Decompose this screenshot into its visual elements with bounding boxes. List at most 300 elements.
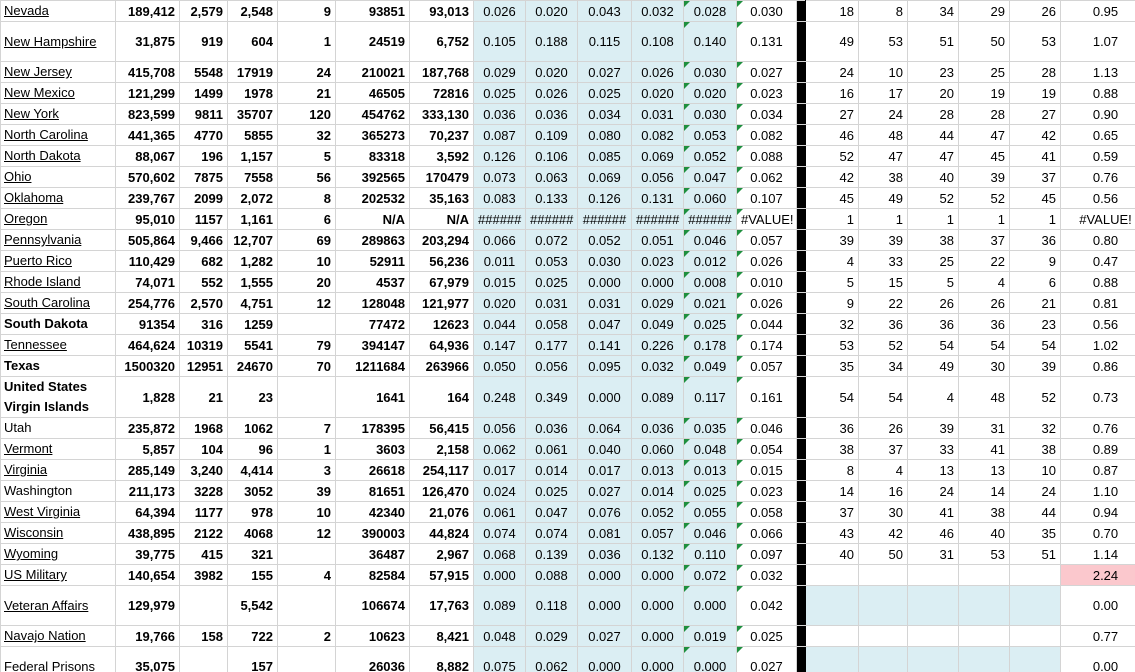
count-cell[interactable]: 93851 xyxy=(336,1,410,22)
rate-cell[interactable]: 0.000 xyxy=(684,647,737,672)
rank-cell[interactable]: 23 xyxy=(908,62,959,83)
average-rate-cell[interactable]: 0.097 xyxy=(737,544,797,565)
rank-cell[interactable]: 46 xyxy=(806,125,859,146)
ratio-cell[interactable]: 0.89 xyxy=(1061,439,1135,460)
rate-cell[interactable]: 0.029 xyxy=(632,293,684,314)
count-cell[interactable]: 44,824 xyxy=(410,523,474,544)
rate-cell[interactable]: 0.021 xyxy=(684,293,737,314)
count-cell[interactable]: 392565 xyxy=(336,167,410,188)
rate-cell[interactable]: 0.061 xyxy=(474,502,526,523)
count-cell[interactable]: 26618 xyxy=(336,460,410,481)
rate-cell[interactable]: 0.027 xyxy=(578,62,632,83)
rank-cell[interactable]: 5 xyxy=(908,272,959,293)
rank-cell[interactable]: 26 xyxy=(908,293,959,314)
rank-cell[interactable]: 52 xyxy=(959,188,1010,209)
count-cell[interactable]: 57,915 xyxy=(410,565,474,586)
rate-cell[interactable]: ###### xyxy=(684,209,737,230)
rate-cell[interactable]: 0.013 xyxy=(632,460,684,481)
rate-cell[interactable]: 0.026 xyxy=(526,83,578,104)
rate-cell[interactable]: 0.072 xyxy=(684,565,737,586)
rank-cell[interactable]: 19 xyxy=(959,83,1010,104)
count-cell[interactable]: 39 xyxy=(278,481,336,502)
count-cell[interactable]: 8,421 xyxy=(410,626,474,647)
count-cell[interactable]: 333,130 xyxy=(410,104,474,125)
count-cell[interactable]: 88,067 xyxy=(116,146,180,167)
count-cell[interactable]: N/A xyxy=(410,209,474,230)
ratio-cell[interactable]: 0.76 xyxy=(1061,167,1135,188)
count-cell[interactable]: 505,864 xyxy=(116,230,180,251)
rate-cell[interactable]: 0.062 xyxy=(526,647,578,672)
rate-cell[interactable]: 0.036 xyxy=(526,418,578,439)
count-cell[interactable]: 36487 xyxy=(336,544,410,565)
rate-cell[interactable]: 0.046 xyxy=(684,523,737,544)
count-cell[interactable]: 42340 xyxy=(336,502,410,523)
average-rate-cell[interactable]: 0.044 xyxy=(737,314,797,335)
ratio-cell[interactable]: 2.24 xyxy=(1061,565,1135,586)
rate-cell[interactable]: 0.089 xyxy=(474,586,526,626)
count-cell[interactable]: 604 xyxy=(228,22,278,62)
rate-cell[interactable]: 0.126 xyxy=(578,188,632,209)
rate-cell[interactable]: 0.055 xyxy=(684,502,737,523)
state-name-cell[interactable]: Ohio xyxy=(1,167,116,188)
count-cell[interactable]: 210021 xyxy=(336,62,410,83)
count-cell[interactable]: 4,414 xyxy=(228,460,278,481)
rate-cell[interactable]: 0.133 xyxy=(526,188,578,209)
count-cell[interactable]: 81651 xyxy=(336,481,410,502)
state-name-cell[interactable]: South Dakota xyxy=(1,314,116,335)
count-cell[interactable]: 7558 xyxy=(228,167,278,188)
rate-cell[interactable]: 0.025 xyxy=(684,314,737,335)
count-cell[interactable]: 8,882 xyxy=(410,647,474,672)
rank-cell[interactable]: 54 xyxy=(1010,335,1061,356)
average-rate-cell[interactable]: 0.010 xyxy=(737,272,797,293)
rate-cell[interactable]: 0.025 xyxy=(474,83,526,104)
average-rate-cell[interactable]: 0.088 xyxy=(737,146,797,167)
count-cell[interactable]: 4068 xyxy=(228,523,278,544)
rate-cell[interactable]: 0.047 xyxy=(578,314,632,335)
average-rate-cell[interactable]: 0.015 xyxy=(737,460,797,481)
count-cell[interactable]: 211,173 xyxy=(116,481,180,502)
count-cell[interactable]: 321 xyxy=(228,544,278,565)
rate-cell[interactable]: 0.000 xyxy=(632,272,684,293)
rank-cell[interactable]: 31 xyxy=(959,418,1010,439)
count-cell[interactable]: 978 xyxy=(228,502,278,523)
count-cell[interactable]: 35,075 xyxy=(116,647,180,672)
state-name-cell[interactable]: North Dakota xyxy=(1,146,116,167)
state-name-cell[interactable]: New Hampshire xyxy=(1,22,116,62)
rate-cell[interactable]: 0.058 xyxy=(526,314,578,335)
rate-cell[interactable]: 0.132 xyxy=(632,544,684,565)
ratio-cell[interactable]: 0.76 xyxy=(1061,418,1135,439)
count-cell[interactable]: 35707 xyxy=(228,104,278,125)
count-cell[interactable]: 415 xyxy=(180,544,228,565)
ratio-cell[interactable]: 0.56 xyxy=(1061,314,1135,335)
rate-cell[interactable]: 0.000 xyxy=(578,377,632,418)
rate-cell[interactable]: ###### xyxy=(474,209,526,230)
ratio-cell[interactable]: 0.86 xyxy=(1061,356,1135,377)
rate-cell[interactable]: 0.106 xyxy=(526,146,578,167)
average-rate-cell[interactable]: 0.058 xyxy=(737,502,797,523)
rate-cell[interactable]: 0.020 xyxy=(632,83,684,104)
rank-cell[interactable]: 1 xyxy=(859,209,908,230)
rank-cell[interactable] xyxy=(1010,626,1061,647)
rank-cell[interactable]: 9 xyxy=(1010,251,1061,272)
rate-cell[interactable]: 0.074 xyxy=(526,523,578,544)
rate-cell[interactable]: 0.109 xyxy=(526,125,578,146)
count-cell[interactable] xyxy=(278,544,336,565)
rank-cell[interactable]: 24 xyxy=(806,62,859,83)
rank-cell[interactable]: 52 xyxy=(1010,377,1061,418)
rate-cell[interactable]: 0.013 xyxy=(684,460,737,481)
average-rate-cell[interactable]: 0.023 xyxy=(737,481,797,502)
count-cell[interactable]: 56,415 xyxy=(410,418,474,439)
count-cell[interactable]: 24519 xyxy=(336,22,410,62)
rate-cell[interactable]: 0.115 xyxy=(578,22,632,62)
ratio-cell[interactable]: 1.14 xyxy=(1061,544,1135,565)
count-cell[interactable]: 239,767 xyxy=(116,188,180,209)
rank-cell[interactable]: 52 xyxy=(908,188,959,209)
count-cell[interactable]: 155 xyxy=(228,565,278,586)
rank-cell[interactable] xyxy=(1010,647,1061,672)
rank-cell[interactable]: 22 xyxy=(859,293,908,314)
count-cell[interactable]: 7 xyxy=(278,418,336,439)
rank-cell[interactable] xyxy=(959,586,1010,626)
ratio-cell[interactable]: 0.87 xyxy=(1061,460,1135,481)
rank-cell[interactable] xyxy=(859,586,908,626)
average-rate-cell[interactable]: 0.026 xyxy=(737,293,797,314)
rank-cell[interactable]: 28 xyxy=(1010,62,1061,83)
rate-cell[interactable]: 0.023 xyxy=(632,251,684,272)
rate-cell[interactable]: 0.139 xyxy=(526,544,578,565)
rank-cell[interactable]: 53 xyxy=(859,22,908,62)
ratio-cell[interactable]: 0.77 xyxy=(1061,626,1135,647)
rank-cell[interactable]: 14 xyxy=(806,481,859,502)
rank-cell[interactable]: 16 xyxy=(859,481,908,502)
count-cell[interactable]: 2,579 xyxy=(180,1,228,22)
count-cell[interactable]: N/A xyxy=(336,209,410,230)
average-rate-cell[interactable]: 0.042 xyxy=(737,586,797,626)
count-cell[interactable]: 72816 xyxy=(410,83,474,104)
rank-cell[interactable]: 36 xyxy=(859,314,908,335)
rate-cell[interactable]: 0.000 xyxy=(578,272,632,293)
rate-cell[interactable]: 0.034 xyxy=(578,104,632,125)
rank-cell[interactable]: 33 xyxy=(908,439,959,460)
count-cell[interactable]: 7875 xyxy=(180,167,228,188)
rate-cell[interactable]: 0.025 xyxy=(526,272,578,293)
rate-cell[interactable]: 0.026 xyxy=(474,1,526,22)
count-cell[interactable]: 164 xyxy=(410,377,474,418)
rate-cell[interactable]: 0.089 xyxy=(632,377,684,418)
rank-cell[interactable]: 30 xyxy=(959,356,1010,377)
ratio-cell[interactable]: 1.07 xyxy=(1061,22,1135,62)
rank-cell[interactable]: 4 xyxy=(806,251,859,272)
count-cell[interactable]: 5548 xyxy=(180,62,228,83)
count-cell[interactable]: 2,072 xyxy=(228,188,278,209)
rank-cell[interactable]: 1 xyxy=(806,209,859,230)
count-cell[interactable]: 95,010 xyxy=(116,209,180,230)
average-rate-cell[interactable]: 0.054 xyxy=(737,439,797,460)
rate-cell[interactable]: 0.178 xyxy=(684,335,737,356)
rank-cell[interactable]: 13 xyxy=(908,460,959,481)
rank-cell[interactable]: 36 xyxy=(908,314,959,335)
rank-cell[interactable]: 42 xyxy=(859,523,908,544)
count-cell[interactable]: 5 xyxy=(278,146,336,167)
rank-cell[interactable] xyxy=(959,565,1010,586)
rate-cell[interactable]: 0.048 xyxy=(474,626,526,647)
count-cell[interactable]: 2 xyxy=(278,626,336,647)
rate-cell[interactable]: 0.032 xyxy=(632,356,684,377)
rate-cell[interactable]: 0.063 xyxy=(526,167,578,188)
rate-cell[interactable]: 0.011 xyxy=(474,251,526,272)
count-cell[interactable]: 32 xyxy=(278,125,336,146)
ratio-cell[interactable]: 0.56 xyxy=(1061,188,1135,209)
average-rate-cell[interactable]: 0.026 xyxy=(737,251,797,272)
rank-cell[interactable]: 42 xyxy=(806,167,859,188)
rate-cell[interactable]: 0.014 xyxy=(526,460,578,481)
rank-cell[interactable]: 10 xyxy=(1010,460,1061,481)
count-cell[interactable]: 682 xyxy=(180,251,228,272)
count-cell[interactable]: 8 xyxy=(278,188,336,209)
count-cell[interactable]: 91354 xyxy=(116,314,180,335)
rate-cell[interactable]: 0.082 xyxy=(632,125,684,146)
count-cell[interactable]: 17919 xyxy=(228,62,278,83)
state-name-cell[interactable]: North Carolina xyxy=(1,125,116,146)
rank-cell[interactable]: 34 xyxy=(859,356,908,377)
count-cell[interactable]: 82584 xyxy=(336,565,410,586)
rank-cell[interactable]: 13 xyxy=(959,460,1010,481)
average-rate-cell[interactable]: 0.030 xyxy=(737,1,797,22)
rank-cell[interactable] xyxy=(959,647,1010,672)
rate-cell[interactable]: ###### xyxy=(526,209,578,230)
rank-cell[interactable]: 49 xyxy=(806,22,859,62)
rank-cell[interactable]: 25 xyxy=(908,251,959,272)
count-cell[interactable]: 12,707 xyxy=(228,230,278,251)
rate-cell[interactable]: 0.080 xyxy=(578,125,632,146)
count-cell[interactable]: 5,857 xyxy=(116,439,180,460)
rank-cell[interactable]: 32 xyxy=(1010,418,1061,439)
count-cell[interactable]: 289863 xyxy=(336,230,410,251)
rate-cell[interactable]: 0.025 xyxy=(526,481,578,502)
count-cell[interactable]: 2,570 xyxy=(180,293,228,314)
rate-cell[interactable]: 0.030 xyxy=(684,104,737,125)
rate-cell[interactable]: 0.047 xyxy=(526,502,578,523)
rank-cell[interactable]: 36 xyxy=(1010,230,1061,251)
rank-cell[interactable]: 47 xyxy=(959,125,1010,146)
count-cell[interactable]: 203,294 xyxy=(410,230,474,251)
rate-cell[interactable]: 0.028 xyxy=(684,1,737,22)
rank-cell[interactable] xyxy=(806,586,859,626)
rank-cell[interactable]: 54 xyxy=(908,335,959,356)
count-cell[interactable]: 189,412 xyxy=(116,1,180,22)
rank-cell[interactable]: 53 xyxy=(1010,22,1061,62)
count-cell[interactable]: 2,967 xyxy=(410,544,474,565)
state-name-cell[interactable]: Nevada xyxy=(1,1,116,22)
rate-cell[interactable]: 0.008 xyxy=(684,272,737,293)
count-cell[interactable]: 170479 xyxy=(410,167,474,188)
rate-cell[interactable]: 0.000 xyxy=(474,565,526,586)
rank-cell[interactable]: 27 xyxy=(806,104,859,125)
ratio-cell[interactable]: 0.80 xyxy=(1061,230,1135,251)
average-rate-cell[interactable]: 0.027 xyxy=(737,62,797,83)
count-cell[interactable]: 202532 xyxy=(336,188,410,209)
rate-cell[interactable]: 0.062 xyxy=(474,439,526,460)
state-name-cell[interactable]: Virginia xyxy=(1,460,116,481)
count-cell[interactable]: 31,875 xyxy=(116,22,180,62)
rank-cell[interactable]: 53 xyxy=(806,335,859,356)
count-cell[interactable]: 128048 xyxy=(336,293,410,314)
state-name-cell[interactable]: New Mexico xyxy=(1,83,116,104)
rate-cell[interactable]: 0.043 xyxy=(578,1,632,22)
ratio-cell[interactable]: 0.47 xyxy=(1061,251,1135,272)
rate-cell[interactable]: 0.025 xyxy=(684,481,737,502)
count-cell[interactable]: 39,775 xyxy=(116,544,180,565)
rate-cell[interactable]: 0.036 xyxy=(526,104,578,125)
rate-cell[interactable]: 0.064 xyxy=(578,418,632,439)
rate-cell[interactable]: 0.052 xyxy=(578,230,632,251)
count-cell[interactable]: 5855 xyxy=(228,125,278,146)
rate-cell[interactable]: 0.069 xyxy=(578,167,632,188)
rate-cell[interactable]: 0.029 xyxy=(526,626,578,647)
count-cell[interactable]: 24670 xyxy=(228,356,278,377)
rank-cell[interactable]: 43 xyxy=(806,523,859,544)
rank-cell[interactable]: 49 xyxy=(859,188,908,209)
count-cell[interactable]: 4,751 xyxy=(228,293,278,314)
count-cell[interactable]: 1,555 xyxy=(228,272,278,293)
state-name-cell[interactable]: Puerto Rico xyxy=(1,251,116,272)
ratio-cell[interactable]: 1.02 xyxy=(1061,335,1135,356)
state-name-cell[interactable]: Utah xyxy=(1,418,116,439)
count-cell[interactable]: 10319 xyxy=(180,335,228,356)
count-cell[interactable]: 187,768 xyxy=(410,62,474,83)
count-cell[interactable]: 129,979 xyxy=(116,586,180,626)
rank-cell[interactable]: 23 xyxy=(1010,314,1061,335)
state-name-cell[interactable]: New Jersey xyxy=(1,62,116,83)
rank-cell[interactable] xyxy=(959,626,1010,647)
rank-cell[interactable]: 32 xyxy=(806,314,859,335)
rate-cell[interactable]: 0.083 xyxy=(474,188,526,209)
rate-cell[interactable]: 0.177 xyxy=(526,335,578,356)
rate-cell[interactable]: 0.036 xyxy=(474,104,526,125)
rank-cell[interactable]: 24 xyxy=(1010,481,1061,502)
rank-cell[interactable]: 31 xyxy=(908,544,959,565)
count-cell[interactable]: 235,872 xyxy=(116,418,180,439)
rank-cell[interactable]: 18 xyxy=(806,1,859,22)
rate-cell[interactable]: 0.031 xyxy=(578,293,632,314)
rate-cell[interactable]: 0.036 xyxy=(632,418,684,439)
count-cell[interactable]: 10 xyxy=(278,251,336,272)
state-name-cell[interactable]: Veteran Affairs xyxy=(1,586,116,626)
rank-cell[interactable]: 25 xyxy=(959,62,1010,83)
rank-cell[interactable]: 48 xyxy=(859,125,908,146)
count-cell[interactable]: 158 xyxy=(180,626,228,647)
count-cell[interactable]: 140,654 xyxy=(116,565,180,586)
rate-cell[interactable]: 0.073 xyxy=(474,167,526,188)
rank-cell[interactable]: 38 xyxy=(908,230,959,251)
rank-cell[interactable]: 52 xyxy=(806,146,859,167)
count-cell[interactable]: 77472 xyxy=(336,314,410,335)
rate-cell[interactable]: 0.076 xyxy=(578,502,632,523)
rate-cell[interactable]: 0.141 xyxy=(578,335,632,356)
rate-cell[interactable]: 0.349 xyxy=(526,377,578,418)
ratio-cell[interactable]: 0.70 xyxy=(1061,523,1135,544)
rank-cell[interactable]: 39 xyxy=(1010,356,1061,377)
rate-cell[interactable]: 0.060 xyxy=(632,439,684,460)
count-cell[interactable]: 120 xyxy=(278,104,336,125)
rate-cell[interactable]: 0.072 xyxy=(526,230,578,251)
rank-cell[interactable]: 39 xyxy=(908,418,959,439)
rate-cell[interactable]: 0.025 xyxy=(578,83,632,104)
count-cell[interactable]: 104 xyxy=(180,439,228,460)
count-cell[interactable]: 9 xyxy=(278,1,336,22)
rate-cell[interactable]: 0.000 xyxy=(632,565,684,586)
rank-cell[interactable]: 47 xyxy=(908,146,959,167)
count-cell[interactable]: 1157 xyxy=(180,209,228,230)
count-cell[interactable]: 5,542 xyxy=(228,586,278,626)
rate-cell[interactable]: 0.000 xyxy=(578,647,632,672)
state-name-cell[interactable]: South Carolina xyxy=(1,293,116,314)
rank-cell[interactable]: 49 xyxy=(908,356,959,377)
rate-cell[interactable]: 0.056 xyxy=(632,167,684,188)
count-cell[interactable]: 12623 xyxy=(410,314,474,335)
rank-cell[interactable]: 4 xyxy=(908,377,959,418)
rate-cell[interactable]: 0.017 xyxy=(578,460,632,481)
average-rate-cell[interactable]: 0.161 xyxy=(737,377,797,418)
rate-cell[interactable]: 0.036 xyxy=(578,544,632,565)
count-cell[interactable]: 64,936 xyxy=(410,335,474,356)
rate-cell[interactable]: 0.188 xyxy=(526,22,578,62)
count-cell[interactable]: 415,708 xyxy=(116,62,180,83)
average-rate-cell[interactable]: 0.062 xyxy=(737,167,797,188)
rank-cell[interactable]: 20 xyxy=(908,83,959,104)
rank-cell[interactable]: 45 xyxy=(806,188,859,209)
count-cell[interactable]: 52911 xyxy=(336,251,410,272)
count-cell[interactable]: 12 xyxy=(278,523,336,544)
rank-cell[interactable] xyxy=(806,626,859,647)
ratio-cell[interactable]: 0.94 xyxy=(1061,502,1135,523)
rate-cell[interactable]: 0.020 xyxy=(526,1,578,22)
count-cell[interactable]: 1641 xyxy=(336,377,410,418)
count-cell[interactable]: 19,766 xyxy=(116,626,180,647)
count-cell[interactable]: 6,752 xyxy=(410,22,474,62)
rank-cell[interactable]: 37 xyxy=(806,502,859,523)
rank-cell[interactable]: 45 xyxy=(959,146,1010,167)
rank-cell[interactable]: 6 xyxy=(1010,272,1061,293)
count-cell[interactable]: 263966 xyxy=(410,356,474,377)
ratio-cell[interactable]: 0.95 xyxy=(1061,1,1135,22)
count-cell[interactable]: 365273 xyxy=(336,125,410,146)
rate-cell[interactable]: 0.057 xyxy=(632,523,684,544)
rank-cell[interactable] xyxy=(859,647,908,672)
rate-cell[interactable]: 0.081 xyxy=(578,523,632,544)
rate-cell[interactable]: 0.126 xyxy=(474,146,526,167)
rate-cell[interactable]: 0.105 xyxy=(474,22,526,62)
rank-cell[interactable]: 21 xyxy=(1010,293,1061,314)
state-name-cell[interactable]: Oklahoma xyxy=(1,188,116,209)
rank-cell[interactable]: 29 xyxy=(959,1,1010,22)
ratio-cell[interactable]: #VALUE! xyxy=(1061,209,1135,230)
rank-cell[interactable]: 35 xyxy=(1010,523,1061,544)
rank-cell[interactable]: 46 xyxy=(908,523,959,544)
ratio-cell[interactable]: 1.10 xyxy=(1061,481,1135,502)
count-cell[interactable]: 570,602 xyxy=(116,167,180,188)
rate-cell[interactable]: 0.052 xyxy=(684,146,737,167)
rate-cell[interactable]: 0.226 xyxy=(632,335,684,356)
average-rate-cell[interactable]: 0.034 xyxy=(737,104,797,125)
count-cell[interactable] xyxy=(180,647,228,672)
rate-cell[interactable]: 0.030 xyxy=(684,62,737,83)
count-cell[interactable]: 56 xyxy=(278,167,336,188)
rate-cell[interactable]: 0.031 xyxy=(632,104,684,125)
